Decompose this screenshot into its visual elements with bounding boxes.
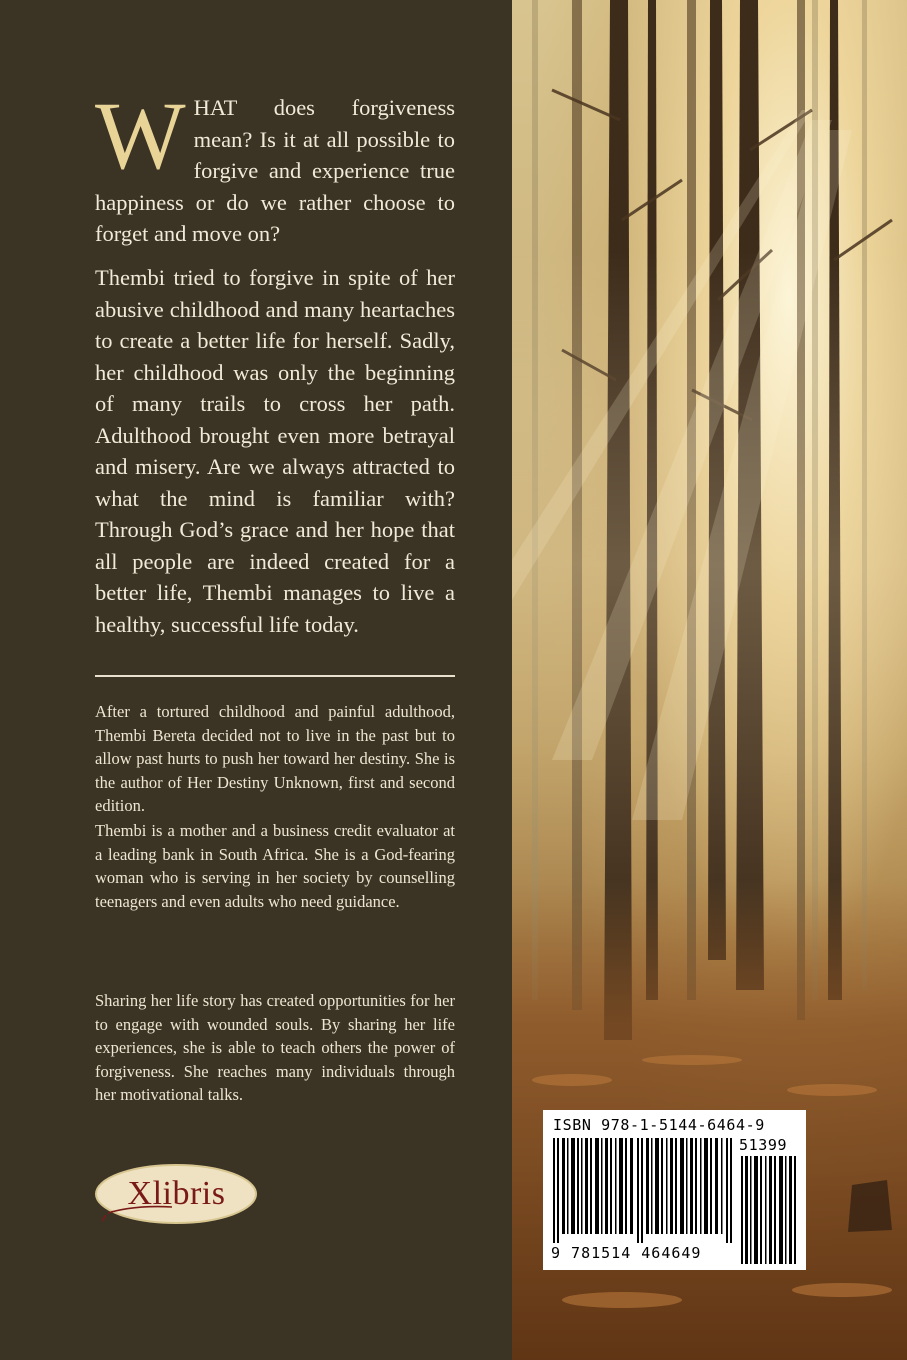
- author-bio-paragraph-2: Thembi is a mother and a business credit evaluator at a leading bank in South Africa. She is a God-fearing woman who is serving in her society by counselling teenagers and even adults who need guidance.: [95, 821, 455, 911]
- blurb-paragraph-2: Thembi tried to forgive in spite of her abusive childhood and many heartaches to create a better life for herself. Sadly, her childhood was only the beginning of many trails to cross her path. Adulthood brought even more betrayal and misery. Are we always attracted to what the mind is familiar with? Through God’s grace and her hope that all people are indeed created for a better life, Thembi manages to live a healthy, successful life today.: [95, 265, 455, 637]
- blurb-paragraph-1-text: HAT does forgiveness mean? Is it at all possible to forgive and experience true happiness or do we rather choose to forget and move on?: [95, 95, 455, 246]
- barcode-digits-label: 9 781514 464649: [551, 1244, 702, 1262]
- isbn-barcode: [543, 1110, 806, 1270]
- barcode-bars-icon: [553, 1138, 733, 1243]
- drop-cap: W: [95, 82, 186, 189]
- price-code-label: 51399: [739, 1136, 788, 1154]
- author-bio-paragraph-3: Sharing her life story has created opportunities for her to engage with wounded souls. By sharing her life experiences, she is able to teach others the power of forgiveness. She reaches many individuals through her motivational talks.: [95, 991, 455, 1104]
- author-bio-paragraph-1: After a tortured childhood and painful adulthood, Thembi Bereta decided not to live in the past but to allow past hurts to push her toward her destiny. She is the author of Her Destiny Unknown, first and second edition.: [95, 702, 455, 815]
- publisher-logo: [94, 1163, 259, 1225]
- blurb-paragraph-1: [95, 82, 455, 250]
- addon-barcode-bars-icon: [741, 1156, 797, 1264]
- section-divider: [95, 675, 455, 677]
- isbn-label: ISBN 978-1-5144-6464-9: [553, 1116, 765, 1134]
- publisher-logo-text: Xlibris: [127, 1175, 226, 1212]
- forest-photo: [512, 0, 907, 1360]
